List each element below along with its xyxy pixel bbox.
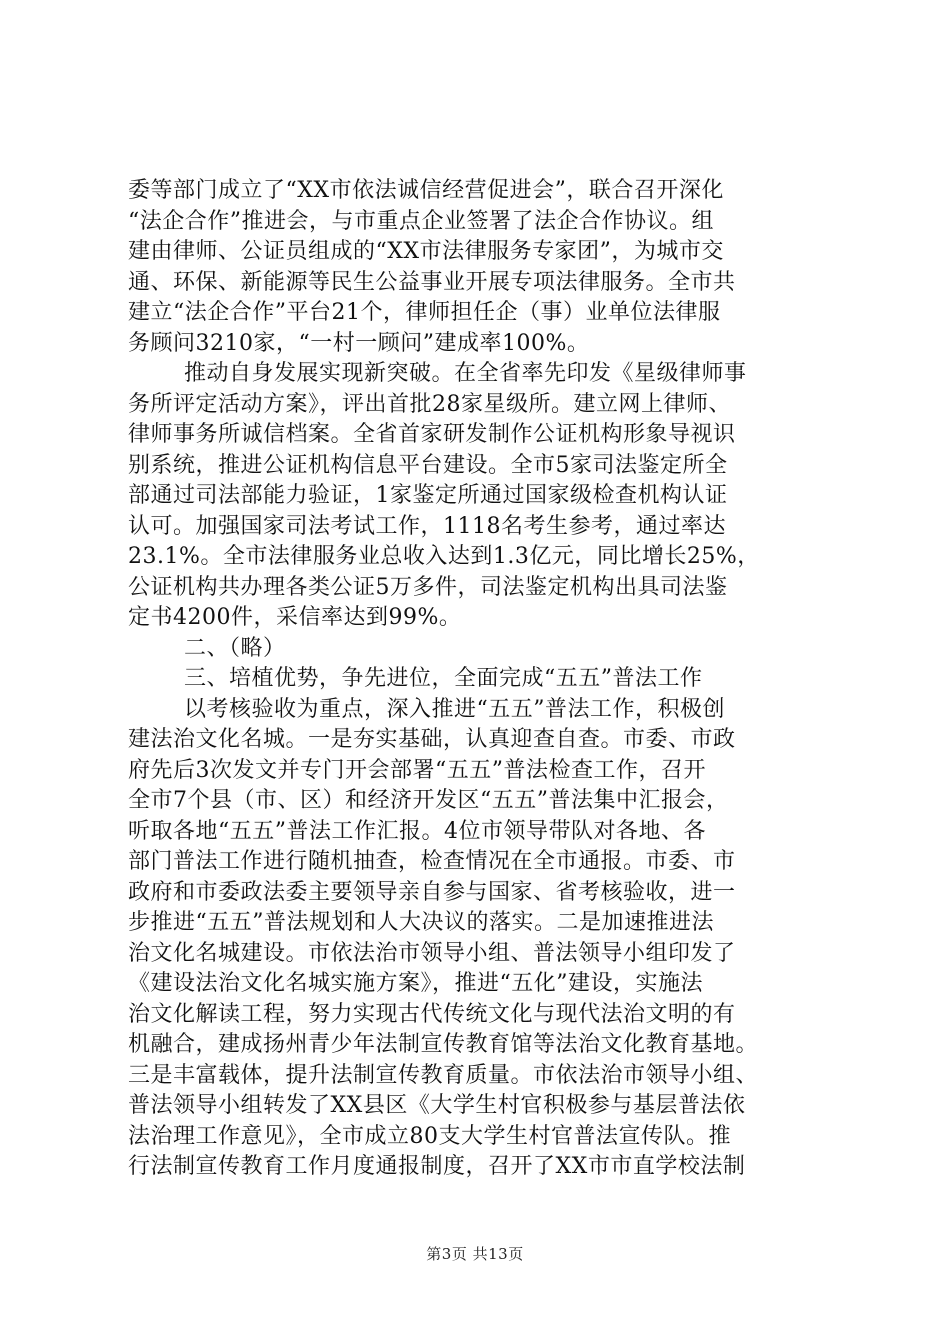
text-line: 定书4200件，采信率达到99%。 (128, 605, 462, 630)
text-line: 府先后3次发文并专门开会部署“五五”普法检查工作，召开 (128, 757, 706, 783)
text-line: 步推进“五五”普法规划和人大决议的落实。二是加速推进法 (128, 910, 714, 935)
text-line: 三是丰富载体，提升法制宣传教育质量。市依法治市领导小组、 (128, 1062, 759, 1088)
text-line: 部通过司法部能力验证，1家鉴定所通过国家级检查机构认证 (128, 483, 728, 508)
text-line: 全市7个县（市、区）和经济开发区“五五”普法集中汇报会， (128, 788, 729, 813)
text-line: 律师事务所诚信档案。全省首家研发制作公证机构形象导视识 (128, 422, 736, 447)
text-line: 《建设法治文化名城实施方案》，推进“五化”建设，实施法 (128, 971, 703, 996)
text-line: 治文化解读工程，努力实现古代传统文化与现代法治文明的有 (128, 1001, 736, 1027)
text-line: 务顾问3210家，“一村一顾问”建成率100%。 (128, 330, 590, 356)
page-number-footer: 第3页 共13页 (426, 1245, 524, 1263)
text-line: 行法制宣传教育工作月度通报制度，召开了XX市市直学校法制 (128, 1154, 746, 1179)
document-body (128, 176, 840, 1183)
text-line: 政府和市委政法委主要领导亲自参与国家、省考核验收，进一 (128, 879, 736, 905)
text-line: 机融合，建成扬州青少年法制宣传教育馆等法治文化教育基地。 (128, 1032, 759, 1057)
text-line: 二、（略） (184, 635, 286, 661)
text-line: 认可。加强国家司法考试工作，1118名考生参考，通过率达 (128, 513, 726, 539)
text-line: 建由律师、公证员组成的“XX市法律服务专家团”，为城市交 (128, 239, 724, 264)
text-line: 三、培植优势，争先进位，全面完成“五五”普法工作 (184, 666, 703, 691)
text-line: 建法治文化名城。一是夯实基础，认真迎查自查。市委、市政 (128, 727, 736, 752)
text-line: 治文化名城建设。市依法治市领导小组、普法领导小组印发了 (128, 940, 736, 966)
text-line: 别系统，推进公证机构信息平台建设。全市5家司法鉴定所全 (128, 452, 728, 478)
text-line: 听取各地“五五”普法工作汇报。4位市领导带队对各地、各 (128, 818, 706, 844)
text-line: 23.1%。全市法律服务业总收入达到1.3亿元，同比增长25%， (128, 544, 760, 569)
text-line: 通、环保、新能源等民生公益事业开展专项法律服务。全市共 (128, 269, 736, 295)
text-line: 部门普法工作进行随机抽查，检查情况在全市通报。市委、市 (128, 849, 736, 874)
text-line: 推动自身发展实现新突破。在全省率先印发《星级律师事 (184, 361, 747, 386)
text-line: 委等部门成立了“XX市依法诚信经营促进会”，联合召开深化 (128, 178, 724, 203)
text-line: 公证机构共办理各类公证5万多件，司法鉴定机构出具司法鉴 (128, 574, 728, 600)
text-line: 以考核验收为重点，深入推进“五五”普法工作，积极创 (184, 696, 725, 722)
text-line: “法企合作”推进会，与市重点企业签署了法企合作协议。组 (128, 208, 714, 234)
text-line: 务所评定活动方案》，评出首批28家星级所。建立网上律师、 (128, 391, 731, 417)
text-line: 法治理工作意见》，全市成立80支大学生村官普法宣传队。推 (128, 1123, 731, 1149)
text-line: 建立“法企合作”平台21个，律师担任企（事）业单位法律服 (128, 300, 721, 325)
text-line: 普法领导小组转发了XX县区《大学生村官积极参与基层普法依 (128, 1093, 746, 1118)
